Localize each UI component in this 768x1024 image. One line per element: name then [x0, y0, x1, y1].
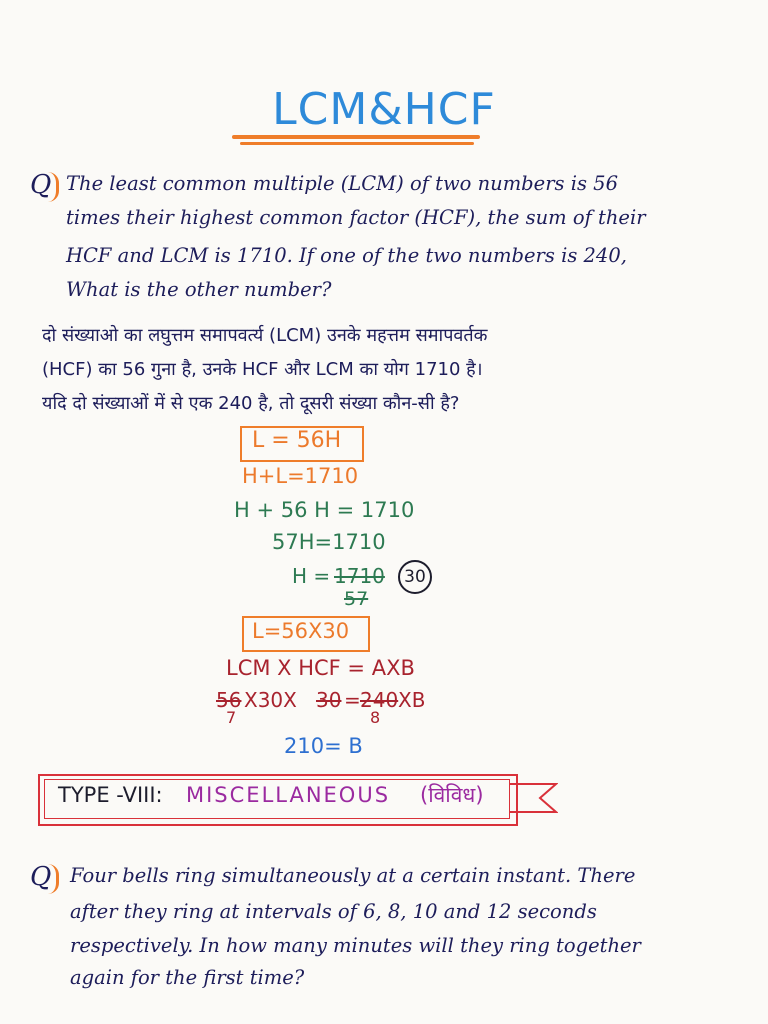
question-1-marker: Q	[30, 170, 52, 200]
question-1-hindi-line-1: दो संख्याओ का लघुत्तम समापवर्त्य (LCM) उनके महत्तम समापवर्तक	[42, 325, 488, 346]
step-6: L=56X30	[252, 619, 350, 643]
question-1-line-2: times their highest common factor (HCF), the sum of their	[66, 206, 646, 229]
step-5-lhs: H =	[292, 564, 331, 588]
step-5-denominator: 57	[344, 588, 369, 610]
step-7: LCM X HCF = AXB	[226, 656, 415, 680]
question-1-hindi-line-2: (HCF) का 56 गुना है, उनके HCF और LCM का योग 1710 है।	[42, 359, 483, 380]
section-type-label: TYPE -VIII:	[58, 783, 163, 807]
step-8-b: X30X	[244, 688, 297, 712]
section-name-hindi: (विविध)	[420, 783, 484, 807]
step-3: H + 56 H = 1710	[234, 498, 415, 522]
step-8-c: 30	[316, 688, 342, 712]
step-4: 57H=1710	[272, 530, 386, 554]
step-1: L = 56H	[252, 428, 342, 453]
step-8-sub-2: 8	[370, 708, 381, 727]
banner-ribbon-tail	[510, 782, 558, 814]
page-title: LCM&HCF	[272, 84, 496, 135]
step-8-e: 240	[360, 688, 399, 712]
step-9-answer: 210= B	[284, 734, 363, 758]
question-2-marker: Q	[30, 862, 52, 892]
step-5-numerator: 1710	[334, 564, 385, 588]
title-underline	[232, 135, 480, 139]
question-2-line-2: after they ring at intervals of 6, 8, 10 and 12 seconds	[70, 900, 597, 923]
question-2-paren	[48, 864, 59, 894]
question-1-line-1: The least common multiple (LCM) of two numbers is 56	[66, 172, 618, 195]
step-2: H+L=1710	[242, 464, 359, 488]
step-8-a: 56	[216, 688, 242, 712]
question-1-line-3: HCF and LCM is 1710. If one of the two numbers is 240,	[66, 244, 627, 267]
question-2-line-4: again for the first time?	[70, 966, 305, 989]
step-8-f: XB	[398, 688, 426, 712]
section-name: MISCELLANEOUS	[186, 783, 391, 807]
question-2-line-3: respectively. In how many minutes will they ring together	[70, 934, 641, 957]
question-1-line-4: What is the other number?	[66, 278, 332, 301]
step-8-d: =	[344, 688, 361, 712]
question-2-line-1: Four bells ring simultaneously at a certain instant. There	[70, 864, 636, 887]
step-8-sub-1: 7	[226, 708, 237, 727]
title-underline-2	[240, 142, 474, 145]
step-5-result-circle: 30	[398, 560, 432, 594]
question-1-hindi-line-3: यदि दो संख्याओं में से एक 240 है, तो दूसरी संख्या कौन-सी है?	[42, 393, 460, 414]
question-1-paren	[48, 172, 59, 202]
